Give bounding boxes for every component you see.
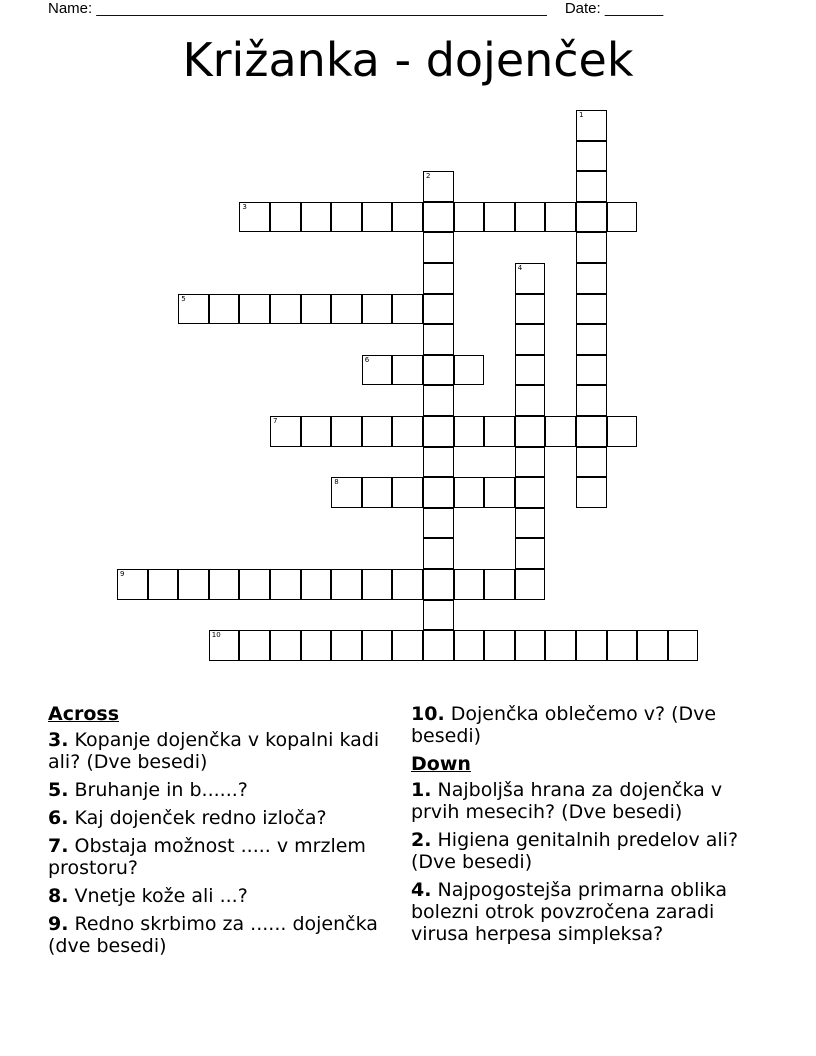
grid-cell[interactable] xyxy=(117,569,148,600)
clue-number-label: 3 xyxy=(242,202,247,211)
grid-cell[interactable] xyxy=(423,171,454,202)
grid-cell[interactable] xyxy=(607,202,638,233)
grid-cell[interactable] xyxy=(576,324,607,355)
clue-across xyxy=(48,885,388,907)
clue-number-label: 1 xyxy=(579,111,584,119)
clue-text: Vnetje kože ali ...? xyxy=(74,885,248,907)
grid-cell[interactable] xyxy=(270,569,301,600)
grid-cell[interactable] xyxy=(576,416,607,447)
name-label: Name: xyxy=(48,0,97,17)
clue-text: Bruhanje in b......? xyxy=(74,779,248,801)
clue-number: 4. xyxy=(411,879,432,901)
grid-cell[interactable] xyxy=(515,416,546,447)
grid-cell[interactable] xyxy=(362,294,393,325)
grid-cell[interactable] xyxy=(454,569,485,600)
clue-down xyxy=(411,829,761,873)
grid-cell[interactable] xyxy=(392,569,423,600)
grid-cell[interactable] xyxy=(392,294,423,325)
grid-cell[interactable] xyxy=(423,294,454,325)
clue-text: Redno skrbimo za ...... dojenčka (dve besedi) xyxy=(48,913,378,957)
grid-cell[interactable] xyxy=(576,263,607,294)
grid-cell[interactable] xyxy=(423,202,454,233)
grid-cell[interactable] xyxy=(576,141,607,172)
clue-across xyxy=(48,729,388,773)
clue-number-label: 10 xyxy=(211,631,221,640)
grid-cell[interactable] xyxy=(270,416,301,447)
grid-cell[interactable] xyxy=(270,294,301,325)
grid-cell[interactable] xyxy=(576,294,607,325)
grid-cell[interactable] xyxy=(515,294,546,325)
grid-cell[interactable] xyxy=(484,477,515,508)
grid-cell[interactable] xyxy=(515,477,546,508)
grid-cell[interactable] xyxy=(423,385,454,416)
grid-cell[interactable] xyxy=(515,538,546,569)
grid-cell[interactable] xyxy=(423,416,454,447)
grid-cell[interactable] xyxy=(392,477,423,508)
grid-cell[interactable] xyxy=(545,416,576,447)
clue-across xyxy=(48,779,388,801)
clues-right-column xyxy=(411,703,761,951)
grid-cell[interactable] xyxy=(484,630,515,661)
grid-cell[interactable] xyxy=(392,630,423,661)
clue-text: Najboljša hrana za dojenčka v prvih mesecih? (Dve besedi) xyxy=(411,779,723,823)
clue-number-label: 5 xyxy=(181,294,186,303)
grid-cell[interactable] xyxy=(331,630,362,661)
grid-cell[interactable] xyxy=(423,232,454,263)
grid-cell[interactable] xyxy=(423,630,454,661)
clue-text: Dojenčka oblečemo v? (Dve besedi) xyxy=(411,703,717,747)
clue-text: Higiena genitalnih predelov ali? (Dve besedi) xyxy=(411,829,739,873)
clue-number-label: 7 xyxy=(273,417,278,425)
grid-cell[interactable] xyxy=(392,202,423,233)
grid-cell[interactable] xyxy=(209,569,240,600)
clue-across xyxy=(48,807,388,829)
grid-cell[interactable] xyxy=(362,416,393,447)
grid-cell[interactable] xyxy=(331,477,362,508)
grid-cell[interactable] xyxy=(270,202,301,233)
clue-number: 5. xyxy=(48,779,69,801)
clue-number-label: 9 xyxy=(120,570,125,578)
grid-cell[interactable] xyxy=(392,355,423,386)
grid-cell[interactable] xyxy=(392,416,423,447)
grid-cell[interactable] xyxy=(576,232,607,263)
grid-cell[interactable] xyxy=(301,202,332,233)
grid-cell[interactable] xyxy=(515,447,546,478)
grid-cell[interactable] xyxy=(423,355,454,386)
grid-cell[interactable] xyxy=(576,110,607,141)
grid-cell[interactable] xyxy=(545,202,576,233)
grid-cell[interactable] xyxy=(362,202,393,233)
clue-text: Kaj dojenček redno izloča? xyxy=(74,807,327,829)
grid-cell[interactable] xyxy=(239,569,270,600)
clue-number: 6. xyxy=(48,807,69,829)
grid-cell[interactable] xyxy=(515,355,546,386)
grid-cell[interactable] xyxy=(484,202,515,233)
name-field[interactable]: ______________________________________________________ xyxy=(96,0,547,17)
grid-cell[interactable] xyxy=(331,202,362,233)
grid-cell[interactable] xyxy=(484,569,515,600)
grid-cell[interactable] xyxy=(362,477,393,508)
grid-cell[interactable] xyxy=(301,630,332,661)
grid-cell[interactable] xyxy=(515,508,546,539)
grid-cell[interactable] xyxy=(576,171,607,202)
grid-cell[interactable] xyxy=(454,477,485,508)
grid-cell[interactable] xyxy=(454,355,485,386)
grid-cell[interactable] xyxy=(423,324,454,355)
grid-cell[interactable] xyxy=(515,263,546,294)
grid-cell[interactable] xyxy=(576,355,607,386)
grid-cell[interactable] xyxy=(148,569,179,600)
grid-cell[interactable] xyxy=(423,477,454,508)
clues-left-column xyxy=(48,703,388,963)
across-heading: Across xyxy=(48,703,120,725)
grid-cell[interactable] xyxy=(454,630,485,661)
clue-number: 8. xyxy=(48,885,69,907)
grid-cell[interactable] xyxy=(484,416,515,447)
clue-number-label: 8 xyxy=(334,478,339,487)
clue-number-label: 6 xyxy=(364,355,370,364)
clue-across xyxy=(48,835,388,879)
grid-cell[interactable] xyxy=(423,538,454,569)
clue-down xyxy=(411,779,761,823)
grid-cell[interactable] xyxy=(239,294,270,325)
grid-cell[interactable] xyxy=(637,630,668,661)
grid-cell[interactable] xyxy=(515,324,546,355)
grid-cell[interactable] xyxy=(178,569,209,600)
grid-cell[interactable] xyxy=(270,630,301,661)
clue-number: 7. xyxy=(48,835,69,857)
header xyxy=(48,0,663,17)
clue-number: 9. xyxy=(48,913,69,935)
grid-cell[interactable] xyxy=(331,294,362,325)
grid-cell[interactable] xyxy=(576,202,607,233)
grid-cell[interactable] xyxy=(331,569,362,600)
clue-number: 3. xyxy=(48,729,69,751)
grid-cell[interactable] xyxy=(515,569,546,600)
date-label: Date: xyxy=(564,0,605,17)
grid-cell[interactable] xyxy=(423,508,454,539)
grid-cell[interactable] xyxy=(362,569,393,600)
clue-text: Najpogostejša primarna oblika bolezni otrok povzročena zaradi virusa herpesa simpleksa? xyxy=(411,879,727,945)
clue-text: Kopanje dojenčka v kopalni kadi ali? (Dve besedi) xyxy=(48,729,380,773)
grid-cell[interactable] xyxy=(576,385,607,416)
grid-cell[interactable] xyxy=(239,202,270,233)
grid-cell[interactable] xyxy=(301,294,332,325)
grid-cell[interactable] xyxy=(331,416,362,447)
grid-cell[interactable] xyxy=(576,630,607,661)
grid-cell[interactable] xyxy=(423,569,454,600)
down-heading: Down xyxy=(411,753,471,775)
clue-number: 2. xyxy=(411,829,432,851)
grid-cell[interactable] xyxy=(515,202,546,233)
grid-cell[interactable] xyxy=(362,630,393,661)
grid-cell[interactable] xyxy=(209,630,240,661)
page-title: Križanka - dojenček xyxy=(182,33,634,87)
clue-number: 1. xyxy=(411,779,432,801)
grid-cell[interactable] xyxy=(515,385,546,416)
grid-cell[interactable] xyxy=(515,630,546,661)
grid-cell[interactable] xyxy=(423,600,454,631)
grid-cell[interactable] xyxy=(668,630,699,661)
clue-number-label: 2 xyxy=(426,172,431,181)
grid-cell[interactable] xyxy=(178,294,209,325)
clue-text: Obstaja možnost ..... v mrzlem prostoru? xyxy=(48,835,366,879)
grid-cell[interactable] xyxy=(607,416,638,447)
grid-cell[interactable] xyxy=(209,294,240,325)
grid-cell[interactable] xyxy=(576,447,607,478)
grid-cell[interactable] xyxy=(423,447,454,478)
grid-cell[interactable] xyxy=(607,630,638,661)
grid-cell[interactable] xyxy=(301,569,332,600)
grid-cell[interactable] xyxy=(301,416,332,447)
grid-cell[interactable] xyxy=(545,630,576,661)
clue-number-label: 4 xyxy=(517,264,523,272)
clue-across xyxy=(411,703,761,747)
grid-cell[interactable] xyxy=(423,263,454,294)
grid-cell[interactable] xyxy=(362,355,393,386)
clue-across xyxy=(48,913,388,957)
grid-cell[interactable] xyxy=(239,630,270,661)
date-field[interactable]: _______ xyxy=(604,0,664,17)
clue-down xyxy=(411,879,761,945)
grid-cell[interactable] xyxy=(454,202,485,233)
grid-cell[interactable] xyxy=(454,416,485,447)
grid-cell[interactable] xyxy=(576,477,607,508)
clue-number: 10. xyxy=(411,703,445,725)
